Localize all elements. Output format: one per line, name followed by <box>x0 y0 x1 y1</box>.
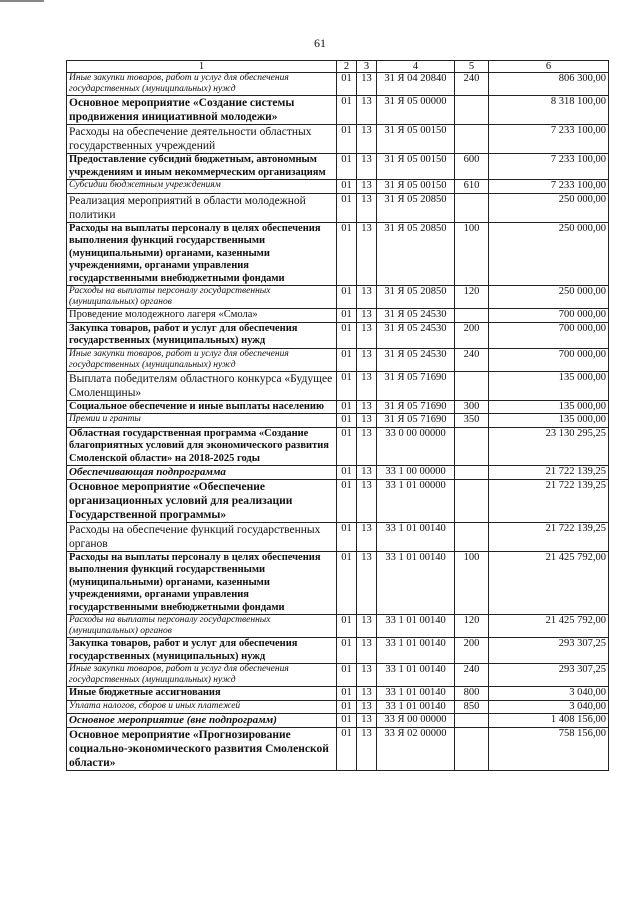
item-name-cell: Социальное обеспечение и иные выплаты населению <box>67 400 337 414</box>
expense-type-cell: 100 <box>455 551 489 615</box>
subsection-code-cell: 13 <box>357 193 377 222</box>
table-row <box>67 348 609 371</box>
expense-type-cell <box>455 309 489 323</box>
amount-cell: 7 233 100,00 <box>489 180 609 194</box>
subsection-code-cell: 13 <box>357 427 377 466</box>
subsection-code-cell: 13 <box>357 348 377 371</box>
table-row <box>67 714 609 728</box>
item-name-cell: Иные закупки товаров, работ и услуг для обеспечения государственных (муниципальных) нужд <box>67 73 337 96</box>
expense-type-cell <box>455 193 489 222</box>
expense-type-cell: 240 <box>455 348 489 371</box>
expense-type-cell: 100 <box>455 222 489 286</box>
item-name-cell: Премии и гранты <box>67 414 337 428</box>
item-name-cell: Расходы на выплаты персоналу государственных (муниципальных) органов <box>67 615 337 638</box>
amount-cell: 7 233 100,00 <box>489 154 609 180</box>
section-code-cell: 01 <box>337 638 357 664</box>
item-name-cell: Закупка товаров, работ и услуг для обеспечения государственных (муниципальных) нужд <box>67 638 337 664</box>
section-code-cell: 01 <box>337 309 357 323</box>
target-article-cell: 33 0 00 00000 <box>377 427 455 466</box>
section-code-cell: 01 <box>337 73 357 96</box>
expense-type-cell: 120 <box>455 615 489 638</box>
table-row <box>67 700 609 714</box>
target-article-cell: 33 1 01 00140 <box>377 522 455 551</box>
target-article-cell: 31 Я 05 00000 <box>377 96 455 125</box>
amount-cell: 806 300,00 <box>489 73 609 96</box>
subsection-code-cell: 13 <box>357 309 377 323</box>
subsection-code-cell: 13 <box>357 322 377 348</box>
expense-type-cell <box>455 427 489 466</box>
expense-type-cell: 300 <box>455 400 489 414</box>
expense-type-cell <box>455 466 489 480</box>
expense-type-cell <box>455 96 489 125</box>
amount-cell: 23 130 295,25 <box>489 427 609 466</box>
subsection-code-cell: 13 <box>357 180 377 194</box>
header-col-2: 2 <box>337 61 357 73</box>
table-row <box>67 414 609 428</box>
subsection-code-cell: 13 <box>357 727 377 770</box>
amount-cell: 7 233 100,00 <box>489 125 609 154</box>
section-code-cell: 01 <box>337 714 357 728</box>
table-row <box>67 479 609 522</box>
item-name-cell: Иные бюджетные ассигнования <box>67 687 337 701</box>
subsection-code-cell: 13 <box>357 96 377 125</box>
section-code-cell: 01 <box>337 322 357 348</box>
item-name-cell: Расходы на обеспечение функций государственных органов <box>67 522 337 551</box>
target-article-cell: 31 Я 05 24530 <box>377 322 455 348</box>
subsection-code-cell: 13 <box>357 73 377 96</box>
target-article-cell: 31 Я 05 71690 <box>377 371 455 400</box>
table-row <box>67 222 609 286</box>
section-code-cell: 01 <box>337 414 357 428</box>
header-col-5: 5 <box>455 61 489 73</box>
amount-cell: 135 000,00 <box>489 371 609 400</box>
item-name-cell: Проведение молодежного лагеря «Смола» <box>67 309 337 323</box>
amount-cell: 135 000,00 <box>489 400 609 414</box>
item-name-cell: Предоставление субсидий бюджетным, автономным учреждениям и иным некоммерческим организациям <box>67 154 337 180</box>
table-row <box>67 180 609 194</box>
item-name-cell: Субсидии бюджетным учреждениям <box>67 180 337 194</box>
item-name-cell: Основное мероприятие «Обеспечение организационных условий для реализации Государственной программы» <box>67 479 337 522</box>
scan-corner-mark <box>0 0 44 2</box>
target-article-cell: 31 Я 05 20850 <box>377 193 455 222</box>
table-row <box>67 154 609 180</box>
table-row <box>67 322 609 348</box>
expense-type-cell <box>455 714 489 728</box>
table-row <box>67 96 609 125</box>
header-col-1: 1 <box>67 61 337 73</box>
table-row <box>67 615 609 638</box>
section-code-cell: 01 <box>337 687 357 701</box>
target-article-cell: 33 1 00 00000 <box>377 466 455 480</box>
table-row <box>67 309 609 323</box>
header-row <box>67 61 609 73</box>
table-row <box>67 427 609 466</box>
amount-cell: 21 425 792,00 <box>489 551 609 615</box>
section-code-cell: 01 <box>337 551 357 615</box>
item-name-cell: Расходы на выплаты персоналу государственных (муниципальных) органов <box>67 286 337 309</box>
amount-cell: 700 000,00 <box>489 309 609 323</box>
expense-type-cell <box>455 479 489 522</box>
target-article-cell: 33 1 01 00140 <box>377 687 455 701</box>
item-name-cell: Выплата победителям областного конкурса «Будущее Смоленщины» <box>67 371 337 400</box>
subsection-code-cell: 13 <box>357 371 377 400</box>
target-article-cell: 33 1 01 00140 <box>377 615 455 638</box>
section-code-cell: 01 <box>337 615 357 638</box>
budget-table-header <box>67 61 609 73</box>
target-article-cell: 31 Я 04 20840 <box>377 73 455 96</box>
target-article-cell: 31 Я 05 24530 <box>377 348 455 371</box>
target-article-cell: 31 Я 05 20850 <box>377 286 455 309</box>
amount-cell: 250 000,00 <box>489 222 609 286</box>
table-row <box>67 400 609 414</box>
subsection-code-cell: 13 <box>357 400 377 414</box>
section-code-cell: 01 <box>337 180 357 194</box>
subsection-code-cell: 13 <box>357 154 377 180</box>
target-article-cell: 31 Я 05 71690 <box>377 414 455 428</box>
target-article-cell: 31 Я 05 00150 <box>377 154 455 180</box>
section-code-cell: 01 <box>337 727 357 770</box>
target-article-cell: 33 1 01 00140 <box>377 700 455 714</box>
table-row <box>67 687 609 701</box>
subsection-code-cell: 13 <box>357 414 377 428</box>
section-code-cell: 01 <box>337 193 357 222</box>
table-row <box>67 522 609 551</box>
expense-type-cell <box>455 727 489 770</box>
expense-type-cell: 850 <box>455 700 489 714</box>
item-name-cell: Реализация мероприятий в области молодежной политики <box>67 193 337 222</box>
expense-type-cell: 240 <box>455 73 489 96</box>
subsection-code-cell: 13 <box>357 615 377 638</box>
item-name-cell: Расходы на обеспечение деятельности областных государственных учреждений <box>67 125 337 154</box>
section-code-cell: 01 <box>337 466 357 480</box>
subsection-code-cell: 13 <box>357 551 377 615</box>
table-row <box>67 466 609 480</box>
item-name-cell: Закупка товаров, работ и услуг для обеспечения государственных (муниципальных) нужд <box>67 322 337 348</box>
expense-type-cell: 800 <box>455 687 489 701</box>
expense-type-cell <box>455 371 489 400</box>
item-name-cell: Иные закупки товаров, работ и услуг для обеспечения государственных (муниципальных) нужд <box>67 664 337 687</box>
header-col-4: 4 <box>377 61 455 73</box>
amount-cell: 293 307,25 <box>489 664 609 687</box>
expense-type-cell: 600 <box>455 154 489 180</box>
expense-type-cell: 200 <box>455 322 489 348</box>
amount-cell: 21 722 139,25 <box>489 479 609 522</box>
item-name-cell: Основное мероприятие «Создание системы продвижения инициативной молодежи» <box>67 96 337 125</box>
target-article-cell: 31 Я 05 20850 <box>377 222 455 286</box>
target-article-cell: 33 1 01 00140 <box>377 638 455 664</box>
item-name-cell: Основное мероприятие (вне подпрограмм) <box>67 714 337 728</box>
amount-cell: 21 425 792,00 <box>489 615 609 638</box>
header-col-3: 3 <box>357 61 377 73</box>
target-article-cell: 33 1 01 00140 <box>377 551 455 615</box>
subsection-code-cell: 13 <box>357 286 377 309</box>
amount-cell: 3 040,00 <box>489 687 609 701</box>
amount-cell: 250 000,00 <box>489 286 609 309</box>
expense-type-cell: 240 <box>455 664 489 687</box>
expense-type-cell: 120 <box>455 286 489 309</box>
subsection-code-cell: 13 <box>357 466 377 480</box>
amount-cell: 135 000,00 <box>489 414 609 428</box>
section-code-cell: 01 <box>337 125 357 154</box>
budget-table <box>66 60 609 771</box>
subsection-code-cell: 13 <box>357 714 377 728</box>
section-code-cell: 01 <box>337 222 357 286</box>
item-name-cell: Основное мероприятие «Прогнозирование социально-экономического развития Смоленской области» <box>67 727 337 770</box>
target-article-cell: 31 Я 05 00150 <box>377 125 455 154</box>
item-name-cell: Иные закупки товаров, работ и услуг для обеспечения государственных (муниципальных) нужд <box>67 348 337 371</box>
subsection-code-cell: 13 <box>357 479 377 522</box>
amount-cell: 293 307,25 <box>489 638 609 664</box>
target-article-cell: 33 Я 00 00000 <box>377 714 455 728</box>
subsection-code-cell: 13 <box>357 522 377 551</box>
table-row <box>67 727 609 770</box>
amount-cell: 250 000,00 <box>489 193 609 222</box>
amount-cell: 3 040,00 <box>489 700 609 714</box>
item-name-cell: Расходы на выплаты персоналу в целях обеспечения выполнения функций государственными (муниципальными) органами, казенными учреждениями, органами управления государственными внебюджетными фондами <box>67 222 337 286</box>
expense-type-cell: 350 <box>455 414 489 428</box>
amount-cell: 700 000,00 <box>489 322 609 348</box>
table-row <box>67 286 609 309</box>
section-code-cell: 01 <box>337 700 357 714</box>
section-code-cell: 01 <box>337 154 357 180</box>
table-row <box>67 371 609 400</box>
target-article-cell: 33 1 01 00140 <box>377 664 455 687</box>
section-code-cell: 01 <box>337 479 357 522</box>
subsection-code-cell: 13 <box>357 222 377 286</box>
target-article-cell: 31 Я 05 00150 <box>377 180 455 194</box>
section-code-cell: 01 <box>337 371 357 400</box>
table-row <box>67 638 609 664</box>
item-name-cell: Областная государственная программа «Создание благоприятных условий для экономического развития Смоленской области» на 2018-2025 годы <box>67 427 337 466</box>
budget-table-body <box>67 73 609 771</box>
section-code-cell: 01 <box>337 664 357 687</box>
section-code-cell: 01 <box>337 427 357 466</box>
section-code-cell: 01 <box>337 400 357 414</box>
expense-type-cell <box>455 125 489 154</box>
target-article-cell: 33 Я 02 00000 <box>377 727 455 770</box>
expense-type-cell: 200 <box>455 638 489 664</box>
header-col-6: 6 <box>489 61 609 73</box>
table-row <box>67 73 609 96</box>
subsection-code-cell: 13 <box>357 687 377 701</box>
target-article-cell: 31 Я 05 24530 <box>377 309 455 323</box>
subsection-code-cell: 13 <box>357 664 377 687</box>
subsection-code-cell: 13 <box>357 125 377 154</box>
amount-cell: 21 722 139,25 <box>489 522 609 551</box>
target-article-cell: 33 1 01 00000 <box>377 479 455 522</box>
section-code-cell: 01 <box>337 96 357 125</box>
section-code-cell: 01 <box>337 286 357 309</box>
expense-type-cell: 610 <box>455 180 489 194</box>
target-article-cell: 31 Я 05 71690 <box>377 400 455 414</box>
section-code-cell: 01 <box>337 348 357 371</box>
amount-cell: 758 156,00 <box>489 727 609 770</box>
table-row <box>67 551 609 615</box>
amount-cell: 700 000,00 <box>489 348 609 371</box>
amount-cell: 1 408 156,00 <box>489 714 609 728</box>
table-row <box>67 664 609 687</box>
table-row <box>67 193 609 222</box>
section-code-cell: 01 <box>337 522 357 551</box>
item-name-cell: Обеспечивающая подпрограмма <box>67 466 337 480</box>
expense-type-cell <box>455 522 489 551</box>
amount-cell: 8 318 100,00 <box>489 96 609 125</box>
subsection-code-cell: 13 <box>357 700 377 714</box>
item-name-cell: Расходы на выплаты персоналу в целях обеспечения выполнения функций государственными (муниципальными) органами, казенными учреждениями, органами управления государственными внебюджетными фондами <box>67 551 337 615</box>
amount-cell: 21 722 139,25 <box>489 466 609 480</box>
table-row <box>67 125 609 154</box>
item-name-cell: Уплата налогов, сборов и иных платежей <box>67 700 337 714</box>
page-number: 61 <box>314 36 326 50</box>
subsection-code-cell: 13 <box>357 638 377 664</box>
